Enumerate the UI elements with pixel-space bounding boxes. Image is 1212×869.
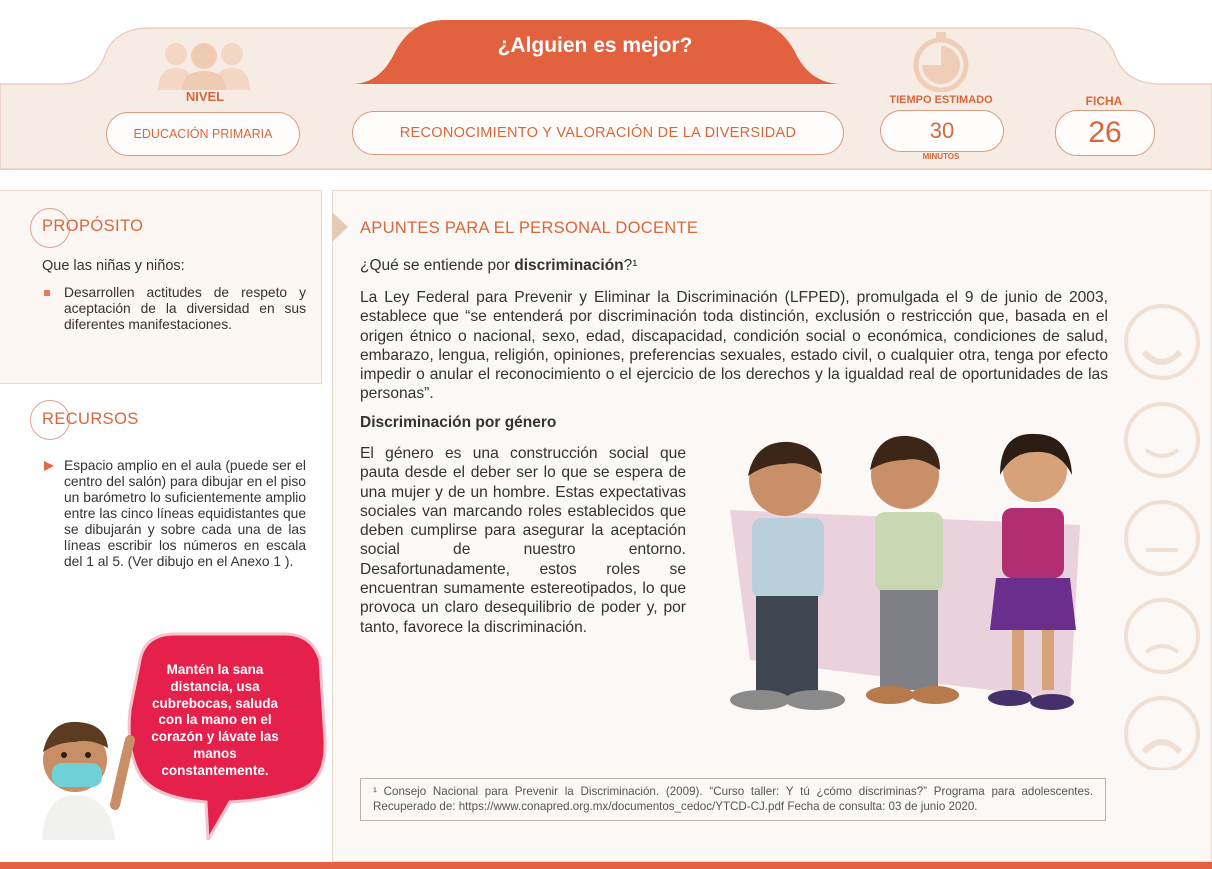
time-value: 30 (880, 110, 1004, 152)
sheet-number: 26 (1055, 110, 1155, 156)
stopwatch-icon (910, 30, 972, 92)
section-arrow-icon (332, 212, 350, 242)
purpose-list-item: Desarrollen actitudes de respeto y aceptación de la diversidad en sus diferentes manifestaciones. (44, 285, 306, 333)
sheet-label: FICHA (1085, 94, 1123, 108)
gender-subheading: Discriminación por género (360, 414, 557, 431)
time-label: TIEMPO ESTIMADO (889, 94, 993, 106)
purpose-heading: PROPÓSITO (42, 217, 144, 235)
bottom-accent-bar (0, 862, 1212, 869)
group-people-icon (154, 38, 254, 90)
mood-scale-faces (1120, 300, 1210, 770)
nivel-value: EDUCACIÓN PRIMARIA (106, 112, 300, 156)
resources-list-item: Espacio amplio en el aula (puede ser el centro del salón) para dibujar en el piso un barómetro lo suficientemente amplio entre las cinco líneas equidistantes que se dibujarán y sobre cada una de las líneas escribir los números en escala del 1 al 5. (Ver dibujo en el Anexo 1 ). (44, 458, 306, 570)
page-title: ¿Alguien es mejor? (497, 34, 693, 57)
law-paragraph: La Ley Federal para Prevenir y Eliminar la Discriminación (LFPED), promulgada el 9 de junio de 2003, establece que “se entenderá por discriminación toda distinción, exclusión o restricción que, basada en el origen étnico o nacional, sexo, edad, discapacidad, condición social o económica, condiciones de salud, embarazo, lengua, religión, opiniones, preferencias sexuales, estado civil, o cualquier otra, tenga por efecto impedir o anular el reconocimiento o el ejercicio de los derechos y la igualdad real de oportunidades de las personas”. (360, 289, 1108, 403)
time-unit: MINUTOS (922, 152, 960, 161)
gender-paragraph: El género es una construcción social que pauta desde el deber ser lo que se espera de una mujer y de un hombre. Estas expectativas sociales van marcando roles establecidos que deben cumplirse para asegurar la aceptación social de nuestro entorno. Desafortunadamente, estos roles se encuentran sumamente estereotipados, lo que provoca un claro desequilibrio de poder y, por tanto, favorece la discriminación. (360, 445, 686, 636)
health-reminder-text: Mantén la sana distancia, usa cubrebocas, saluda con la mano en el corazón y lávate las manos constantemente. (151, 662, 279, 778)
resources-heading: RECURSOS (42, 410, 139, 428)
triangle-bullet-icon (44, 461, 54, 471)
teacher-notes-heading: APUNTES PARA EL PERSONAL DOCENTE (360, 219, 699, 237)
footnote: ¹ Consejo Nacional para Prevenir la Discriminación. (2009). “Curso taller: Y tú ¿cómo discriminas?” Programa para adolescentes. Recuperado de: https://www.conapred.org.mx/documentos_cedoc/YTCD-CJ.pdf Fecha de consulta: 03 de junio 2020. (360, 778, 1106, 821)
children-arguing-illustration (700, 430, 1095, 725)
purpose-lead: Que las niñas y niños: (42, 258, 185, 274)
square-bullet-icon (44, 290, 50, 296)
definition-question: ¿Qué se entiende por discriminación?¹ (360, 257, 638, 274)
nivel-label: NIVEL (185, 89, 225, 104)
topic-badge: RECONOCIMIENTO Y VALORACIÓN DE LA DIVERSIDAD (352, 111, 844, 155)
